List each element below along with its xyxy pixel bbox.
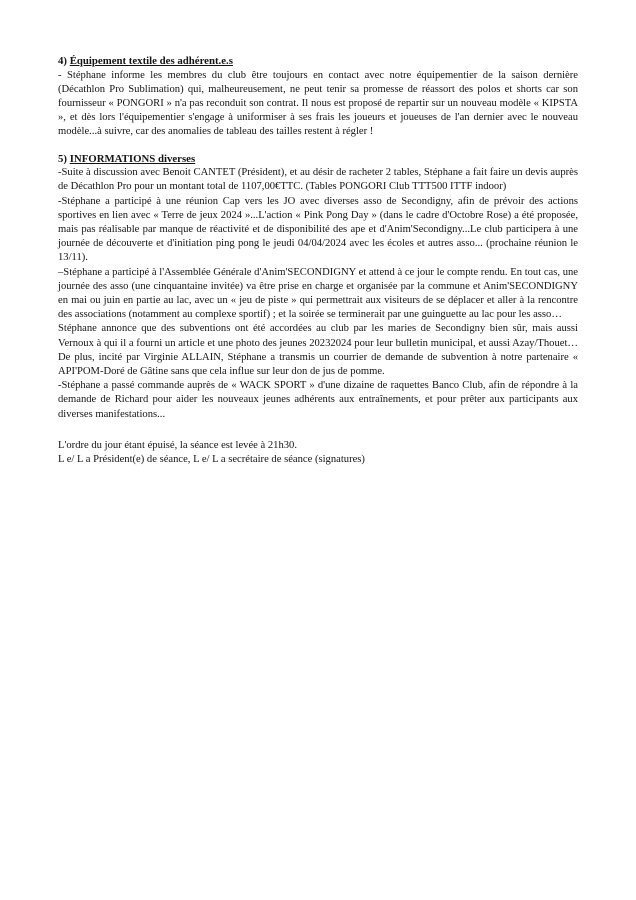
paragraph: - Stéphane informe les membres du club être toujours en contact avec notre équipementier de la saison dernière (Décathlon Pro Sublimation) qui, malheureusement, ne peut tenir sa promesse de réassort des polos et shorts car son fournisseur « PONGORI » n'a pas reconduit son contrat. Il nous est proposé de repartir sur un nouveau modèle « KIPSTA », et dès lors l'équipementier s'engage à uniformiser à ses frais les joueurs et joueuses de l'an dernier avec le nouveau modèle...à suivre, car des anomalies de tableau des tailles restent à régler ! xyxy=(58,69,578,138)
closing-adjournment-line: L'ordre du jour étant épuisé, la séance est levée à 21h30. xyxy=(58,439,297,451)
paragraph: -Stéphane a participé à une réunion Cap vers les JO avec diverses asso de Secondigny, afin de prévoir des actions sportives en lien avec « Terre de jeux 2024 »...L'action « Pink Pong Day » (dans le cadre d'Octobre Rose) a été proposée, mais pas réalisable par manque de réactivité et de disponibilité des ape et d'Anim'Secondigny...Le club participera à une journée de découverte et d'initiation ping pong le jeudi 04/04/2024 avec les écoles et autres asso... (prochaine réunion le 13/11). xyxy=(58,195,578,264)
section-number: 5) xyxy=(58,152,67,165)
section-informations-diverses xyxy=(58,152,578,422)
paragraph: -Stéphane a passé commande auprès de « WACK SPORT » d'une dizaine de raquettes Banco Club, afin de répondre à la demande de Richard pour aider les nouveaux jeunes adhérents aux entraînements, et pour prêter aux participants aux diverses manifestations... xyxy=(58,380,578,420)
document-body xyxy=(58,54,578,467)
closing-block xyxy=(58,439,578,467)
section-number: 4) xyxy=(58,55,67,67)
paragraph: Stéphane annonce que des subventions ont été accordées au club par les maries de Secondigny bien sûr, mais aussi Vernoux à qui il a fourni un article et une photo des jeunes 20232024 pour leur bulletin municipal, et aussi Azay/Thouet… De plus, incité par Virginie ALLAIN, Stéphane a transmis un courrier de demande de subvention à notre partenaire « API'POM-Doré de Gâtine sans que cela influe sur leur don de jus de pomme. xyxy=(58,323,578,378)
closing-signature-line: L e/ L a Président(e) de séance, L e/ L a secrétaire de séance (signatures) xyxy=(58,454,365,466)
section-heading xyxy=(58,54,578,69)
paragraph: -Suite à discussion avec Benoit CANTET (Président), et au désir de racheter 2 tables, Stéphane a fait faire un devis auprès de Décathlon Pro pour un montant total de 1107,00€TTC. (Tables PONGORI Club TTT500 ITTF indoor) xyxy=(58,167,578,193)
section-equipement-textile xyxy=(58,54,578,140)
paragraph: –Stéphane a participé à l'Assemblée Générale d'Anim'SECONDIGNY et attend à ce jour le compte rendu. En tout cas, une journée des asso (une cinquantaine invitée) va être prise en charge et organisée par la commune et Anim'SECONDIGNY en mai ou juin en partie au lac, avec un « jeu de piste » qui permettrait aux visiteurs de se déplacer et aller à la rencontre des associations (notamment au complexe sportif) ; et la soirée se terminerait par une guinguette au lac pour les asso… xyxy=(58,266,578,321)
section-title: INFORMATIONS diverses xyxy=(69,152,196,165)
section-title: Équipement textile des adhérent.e.s xyxy=(69,55,233,67)
section-heading xyxy=(58,152,578,167)
